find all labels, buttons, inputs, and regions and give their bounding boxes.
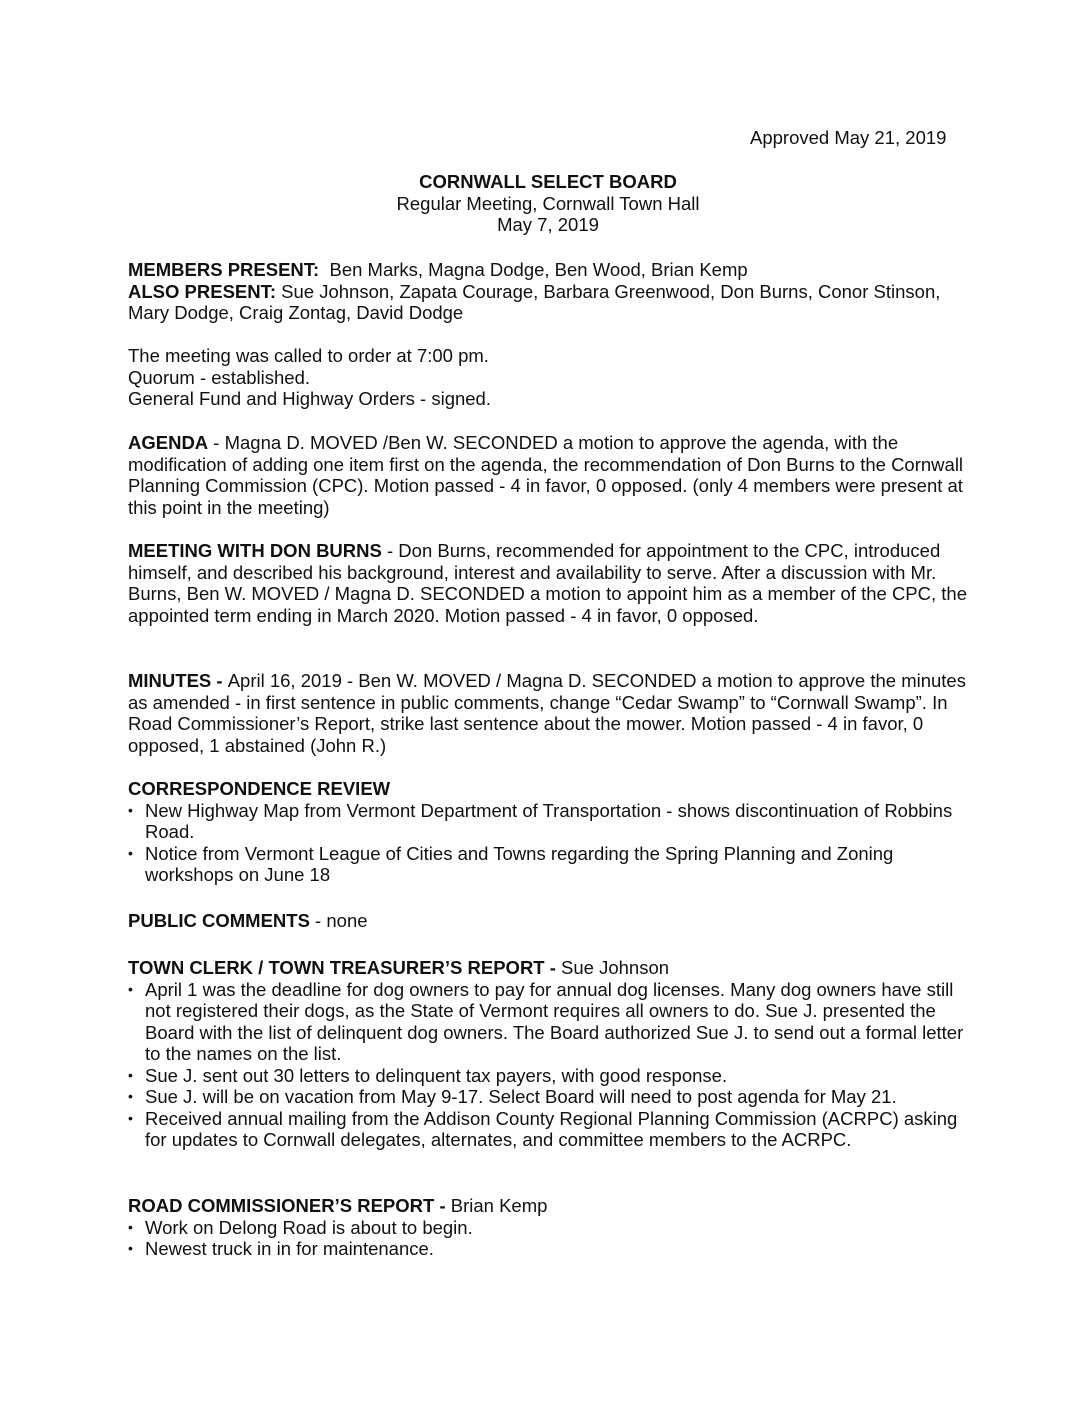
correspondence-list <box>128 800 968 886</box>
minutes-heading: MINUTES - <box>128 670 228 691</box>
also-present-list: Sue Johnson, Zapata Courage, Barbara Greenwood, Don Burns, Conor Stinson, Mary Dodge, Craig Zontag, David Dodge <box>128 280 941 323</box>
document-header <box>128 171 968 236</box>
list-item: • New Highway Map from Vermont Department of Transportation - shows discontinuation of Robbins Road. <box>128 800 968 843</box>
call-to-order: The meeting was called to order at 7:00 pm. <box>128 345 489 366</box>
opening-section <box>128 345 968 410</box>
orders-line: General Fund and Highway Orders - signed. <box>128 388 491 409</box>
road-report-person: Brian Kemp <box>450 1195 548 1216</box>
list-item: • Sue J. will be on vacation from May 9-17. Select Board will need to post agenda for May 21. <box>128 1086 968 1108</box>
clerk-report-heading-line <box>128 957 968 979</box>
meeting-burns-heading: MEETING WITH DON BURNS <box>128 540 382 561</box>
list-item: • Sue J. sent out 30 letters to delinquent tax payers, with good response. <box>128 1065 968 1087</box>
list-item: • Work on Delong Road is about to begin. <box>128 1217 968 1239</box>
also-present <box>128 281 968 324</box>
list-item: • April 1 was the deadline for dog owners to pay for annual dog licenses. Many dog owners have still not registered their dogs, as the State of Vermont requires all owners to do. Sue J. presented the Board with the list of delinquent dog owners. The Board authorized Sue J. to send out a formal letter to the names on the list. <box>128 979 968 1065</box>
members-present-list: Ben Marks, Magna Dodge, Ben Wood, Brian Kemp <box>319 259 748 280</box>
minutes-paragraph <box>128 670 968 756</box>
list-item: • Received annual mailing from the Addison County Regional Planning Commission (ACRPC) asking for updates to Cornwall delegates, alternates, and committee members to the ACRPC. <box>128 1108 968 1151</box>
road-report-list <box>128 1217 968 1260</box>
quorum-line: Quorum - established. <box>128 366 311 388</box>
minutes-section <box>128 670 968 756</box>
agenda-paragraph <box>128 432 968 518</box>
list-item: • Notice from Vermont League of Cities and Towns regarding the Spring Planning and Zoning workshops on June 18 <box>128 843 968 886</box>
public-comments-paragraph <box>128 910 968 932</box>
correspondence-section <box>128 778 968 886</box>
members-present <box>128 259 968 281</box>
clerk-report-heading: TOWN CLERK / TOWN TREASURER’S REPORT - <box>128 957 562 978</box>
list-item: • Newest truck in in for maintenance. <box>128 1238 968 1260</box>
meeting-burns-text: - Don Burns, recommended for appointment to the CPC, introduced himself, and described his background, interest and availability to serve. After a discussion with Mr. Burns, Ben W. MOVED / Magna D. SECONDED a motion to appoint him as a member of the CPC, the appointed term ending in March 2020. Motion passed - 4 in favor, 0 opposed. <box>128 540 968 626</box>
agenda-heading: AGENDA <box>128 432 209 453</box>
meeting-date: May 7, 2019 <box>497 214 599 235</box>
board-title: CORNWALL SELECT BOARD <box>419 171 677 192</box>
public-comments-section <box>128 910 968 932</box>
also-present-label: ALSO PRESENT: <box>128 280 277 302</box>
clerk-report-person: Sue Johnson <box>561 957 670 978</box>
meeting-burns-paragraph <box>128 540 968 626</box>
meeting-subtitle: Regular Meeting, Cornwall Town Hall <box>396 192 700 214</box>
minutes-text: April 16, 2019 - Ben W. MOVED / Magna D. SECONDED a motion to approve the minutes as amended - in first sentence in public comments, change “Cedar Swamp” to “Cornwall Swamp”. In Road Commissioner’s Report, strike last sentence about the mower. Motion passed - 4 in favor, 0 opposed, 1 abstained (John R.) <box>128 670 966 756</box>
attendance-section <box>128 259 968 324</box>
correspondence-heading: CORRESPONDENCE REVIEW <box>128 778 391 799</box>
clerk-report-section <box>128 957 968 1151</box>
public-comments-heading: PUBLIC COMMENTS <box>128 910 310 931</box>
members-present-label: MEMBERS PRESENT: <box>128 259 320 280</box>
road-report-heading: ROAD COMMISSIONER’S REPORT - <box>128 1195 451 1216</box>
agenda-section <box>128 432 968 518</box>
public-comments-text: - none <box>309 910 368 931</box>
agenda-text: - Magna D. MOVED /Ben W. SECONDED a motion to approve the agenda, with the modification of adding one item first on the agenda, the recommendation of Don Burns to the Cornwall Planning Commission (CPC). Motion passed - 4 in favor, 0 opposed. (only 4 members were present at this point in the meeting) <box>128 432 964 518</box>
meeting-burns-section <box>128 540 968 626</box>
approval-note: Approved May 21, 2019 <box>750 127 947 148</box>
clerk-report-list <box>128 979 968 1151</box>
road-report-section <box>128 1195 968 1260</box>
road-report-heading-line <box>128 1195 968 1217</box>
